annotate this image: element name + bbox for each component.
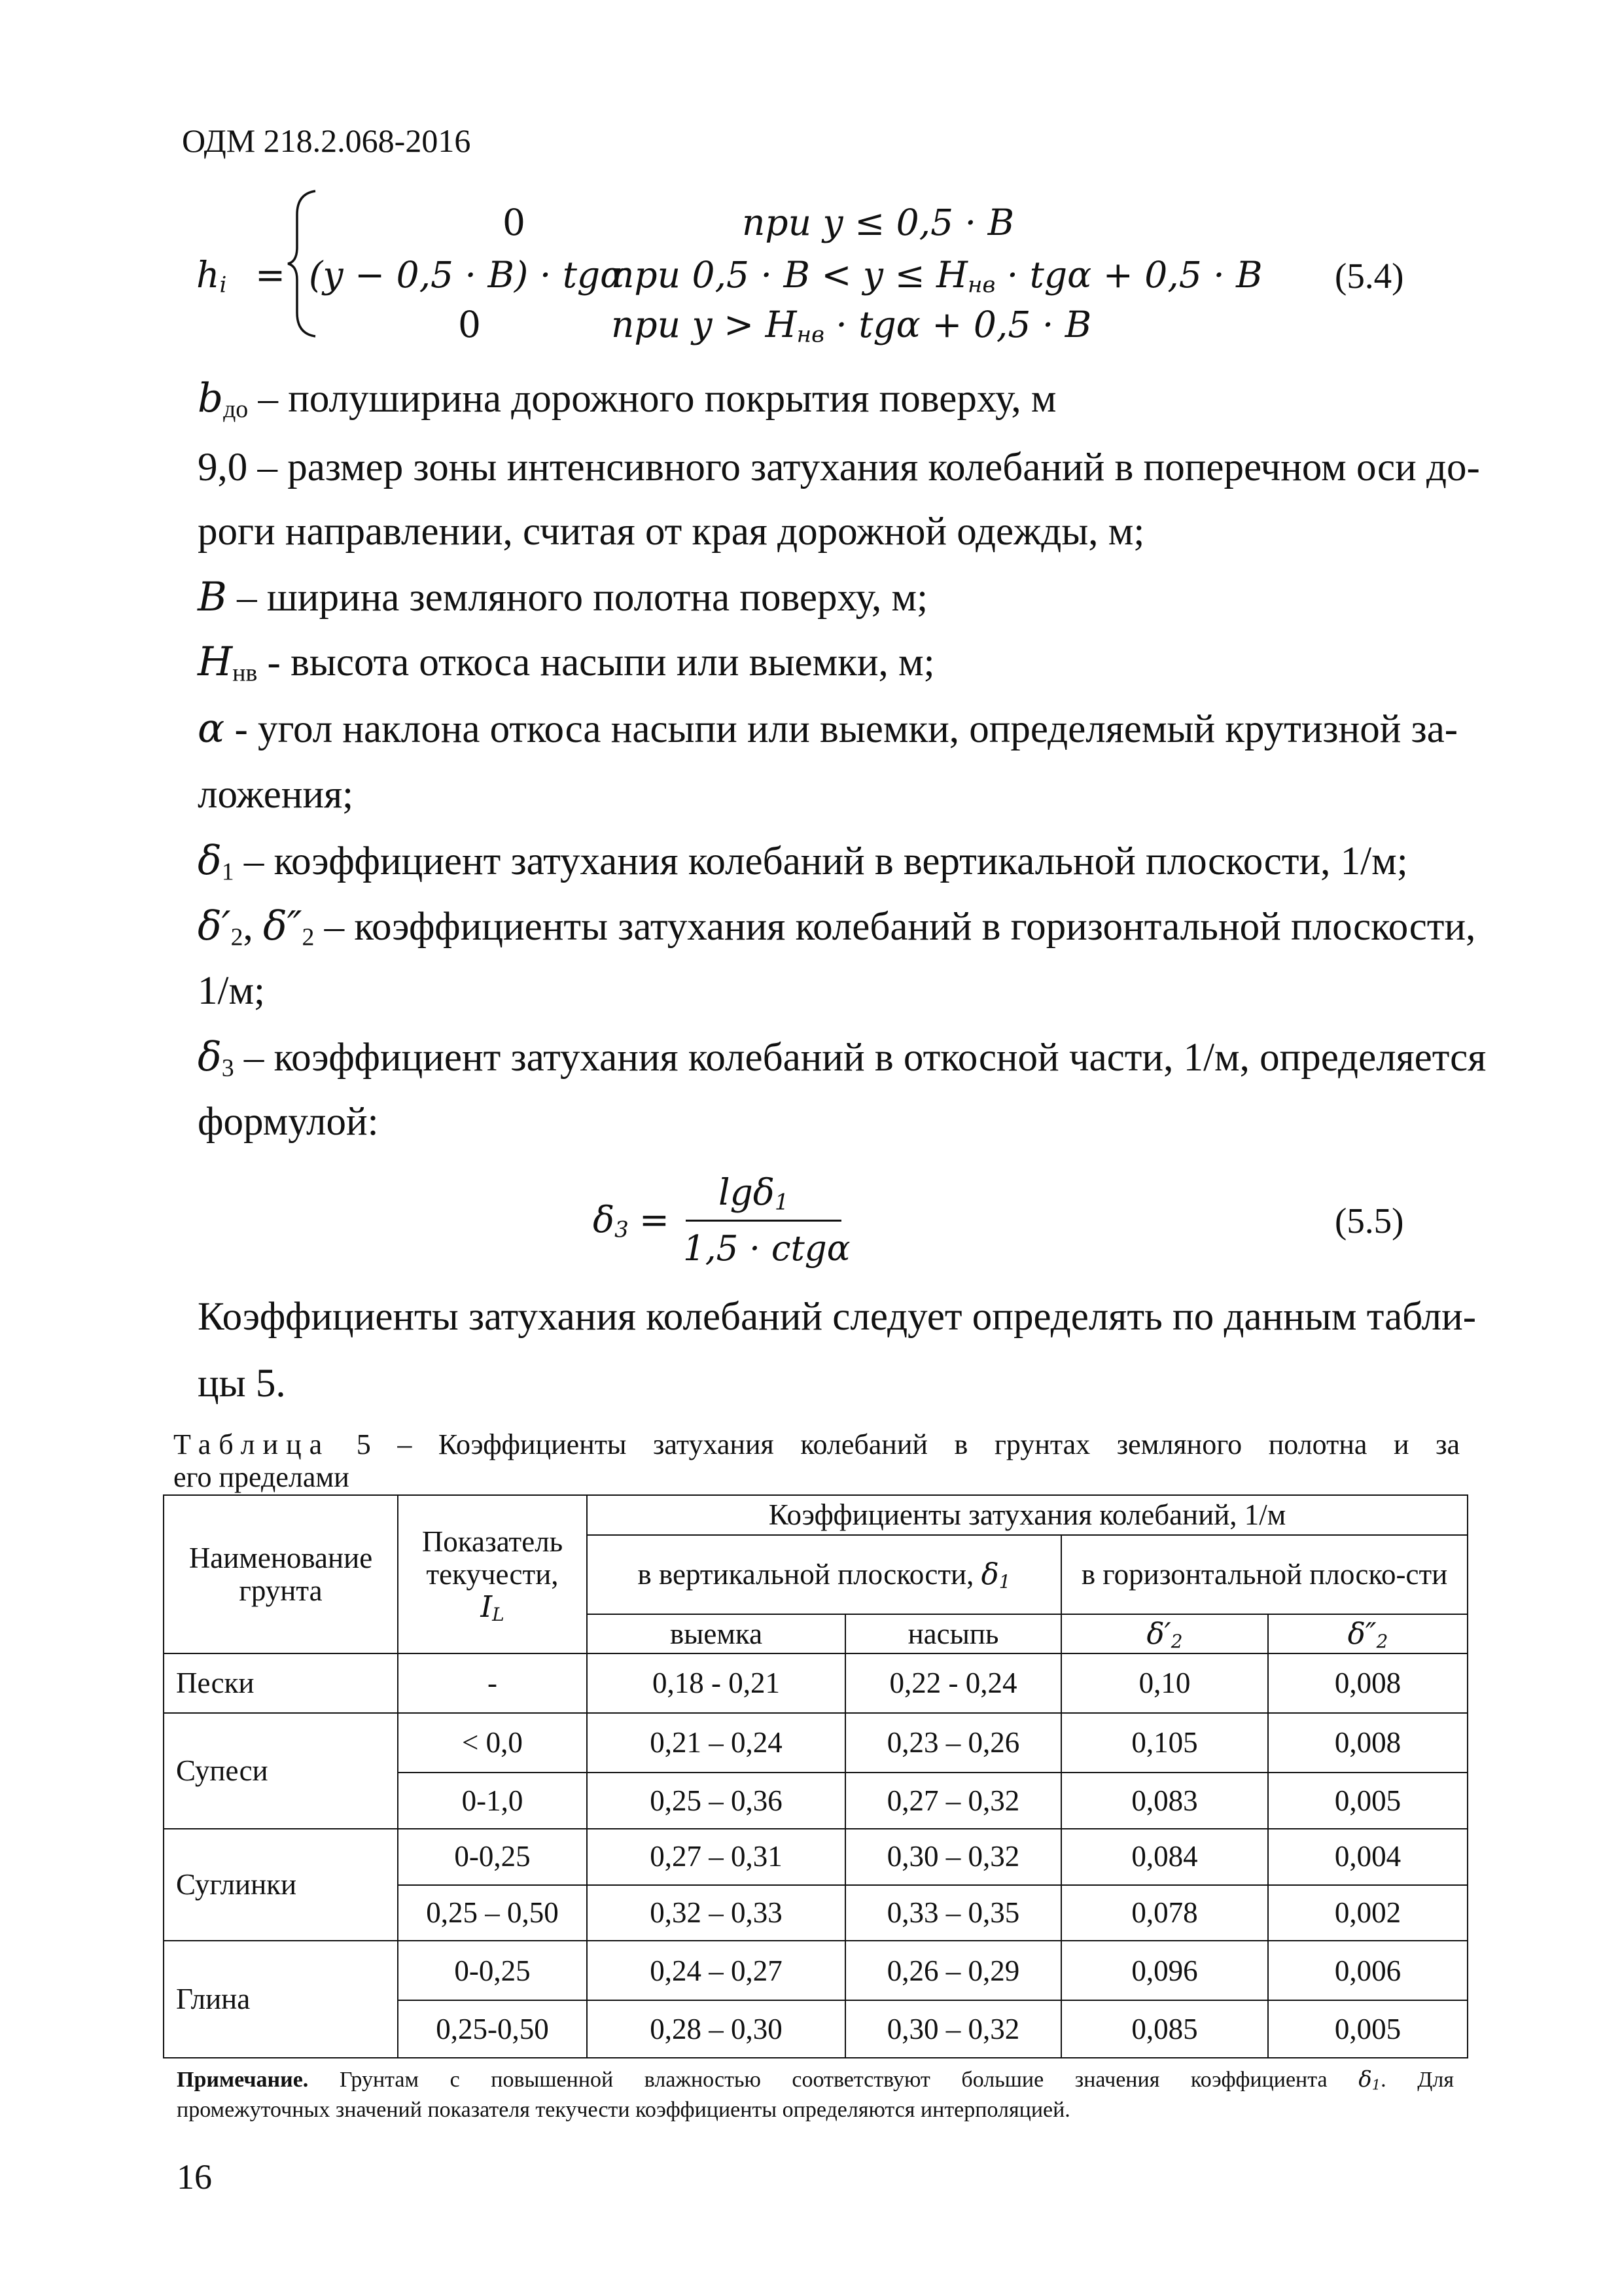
definition-B: B – ширина земляного полотна поверху, м; (198, 574, 928, 620)
formula-row2-value: (y − 0,5 · B) · tgα (309, 254, 625, 296)
cell-il: 0-0,25 (398, 1829, 587, 1885)
cell-fill: 0,26 – 0,29 (845, 1941, 1061, 2000)
table-row (164, 1941, 1468, 2000)
document-code: ОДМ 218.2.068-2016 (182, 122, 471, 159)
formula-number: (5.4) (1335, 256, 1404, 296)
cell-d2a: 0,096 (1061, 1941, 1268, 2000)
definition-delta2-line2: 1/м; (198, 969, 265, 1013)
table-caption-line2: его пределами (173, 1461, 349, 1493)
cell-d2b: 0,004 (1268, 1829, 1468, 1885)
cell-il: - (398, 1653, 587, 1713)
definition-delta3-line1: $\delta_3$ – коэффициент затухания колебаний в откосной части, 1/м, определяется (198, 1034, 1487, 1082)
formula-lhs: $h_i$ (196, 254, 227, 298)
header-index: Показатель текучести, $I_L$ (398, 1495, 587, 1653)
definition-H: $H_{нв}$ - высота откоса насыпи или выемки, м; (198, 639, 935, 687)
cell-fill: 0,27 – 0,32 (845, 1773, 1061, 1829)
cell-fill: 0,23 – 0,26 (845, 1713, 1061, 1773)
header-soil: Наименование грунта (164, 1495, 398, 1653)
cell-il: 0-1,0 (398, 1773, 587, 1829)
cell-il: 0,25-0,50 (398, 2000, 587, 2058)
formula-5-5-number: (5.5) (1335, 1201, 1404, 1241)
cell-cut: 0,21 – 0,24 (587, 1713, 845, 1773)
definition-alpha-line2: ложения; (198, 773, 354, 817)
damping-coefficients-table (163, 1494, 1468, 2058)
soil-name: Супеси (164, 1713, 398, 1829)
cell-il: 0,25 – 0,50 (398, 1885, 587, 1941)
soil-name: Суглинки (164, 1829, 398, 1941)
definition-alpha-line1: α - угол наклона откоса насыпи или выемки, определяемый крутизной за- (198, 705, 1458, 752)
header-cut: выемка (587, 1614, 845, 1654)
formula-row3-value: 0 (458, 304, 481, 345)
cell-d2b: 0,005 (1268, 1773, 1468, 1829)
formula-row3-condition: при $y > H_{нв} \cdot tg\alpha + 0,5 \cdot B$ (611, 304, 1092, 348)
formula-5-5-lhs: $\delta_3$ = (593, 1199, 669, 1243)
header-horizontal: в горизонтальной плоско-сти (1061, 1535, 1468, 1614)
header-delta2-double-prime: $\delta''_2$ (1268, 1614, 1468, 1654)
cell-d2a: 0,084 (1061, 1829, 1268, 1885)
cell-cut: 0,27 – 0,31 (587, 1829, 845, 1885)
cell-d2a: 0,10 (1061, 1653, 1268, 1713)
formula-5-5-denominator: 1,5 · ctgα (683, 1229, 851, 1269)
formula-5-4 (196, 196, 1479, 353)
cell-d2b: 0,005 (1268, 2000, 1468, 2058)
cell-d2b: 0,008 (1268, 1713, 1468, 1773)
cell-cut: 0,18 - 0,21 (587, 1653, 845, 1713)
cell-d2a: 0,105 (1061, 1713, 1268, 1773)
formula-row1-value: 0 (502, 202, 525, 243)
cell-fill: 0,30 – 0,32 (845, 2000, 1061, 2058)
table-caption-line1: Таблица 5 – Коэффициенты затухания колебаний в грунтах земляного полотна и за (173, 1428, 1460, 1460)
formula-row1-condition: при y ≤ 0,5 · B (742, 202, 1014, 243)
header-vertical: в вертикальной плоскости, $\delta_1$ (587, 1535, 1061, 1614)
cell-il: < 0,0 (398, 1713, 587, 1773)
cell-d2b: 0,006 (1268, 1941, 1468, 2000)
header-delta2-prime: $\delta'_2$ (1061, 1614, 1268, 1654)
definition-delta3-line2: формулой: (198, 1100, 379, 1144)
cell-d2b: 0,008 (1268, 1653, 1468, 1713)
definition-zone-line1: 9,0 – размер зоны интенсивного затухания колебаний в поперечном оси до- (198, 446, 1480, 489)
table-reference-line2: цы 5. (198, 1362, 286, 1405)
table-row (164, 1829, 1468, 1885)
definition-b-do: $b_{до}$ – полуширина дорожного покрытия поверху, м (198, 375, 1057, 423)
table-row (164, 1653, 1468, 1713)
cell-fill: 0,30 – 0,32 (845, 1829, 1061, 1885)
cell-fill: 0,22 - 0,24 (845, 1653, 1061, 1713)
fraction-line (686, 1220, 841, 1222)
formula-equals: = (255, 254, 286, 296)
cell-d2a: 0,083 (1061, 1773, 1268, 1829)
formula-5-5-numerator: lgδ$_1$ (718, 1171, 789, 1216)
table-reference-line1: Коэффициенты затухания колебаний следует определять по данным табли- (198, 1295, 1477, 1339)
definition-delta1: $\delta_1$ – коэффициент затухания колебаний в вертикальной плоскости, 1/м; (198, 838, 1408, 886)
cell-d2a: 0,085 (1061, 2000, 1268, 2058)
header-fill: насыпь (845, 1614, 1061, 1654)
header-coefficients: Коэффициенты затухания колебаний, 1/м (587, 1495, 1468, 1535)
page-number: 16 (177, 2157, 212, 2197)
cell-cut: 0,28 – 0,30 (587, 2000, 845, 2058)
cell-cut: 0,25 – 0,36 (587, 1773, 845, 1829)
cell-cut: 0,32 – 0,33 (587, 1885, 845, 1941)
cell-d2a: 0,078 (1061, 1885, 1268, 1941)
formula-row2-condition: при $0,5 \cdot B < y \le H_{нв} \cdot tg\alpha + 0,5 \cdot B$ (611, 254, 1263, 298)
cell-il: 0-0,25 (398, 1941, 587, 2000)
cell-fill: 0,33 – 0,35 (845, 1885, 1061, 1941)
table-note-line2: промежуточных значений показателя текучести коэффициенты определяются интерполяцией. (177, 2098, 1070, 2122)
soil-name: Пески (164, 1653, 398, 1713)
soil-name: Глина (164, 1941, 398, 2058)
cell-d2b: 0,002 (1268, 1885, 1468, 1941)
definition-delta2-line1: $\delta'_2$, $\delta''_2$ – коэффициенты затухания колебаний в горизонтальной плоскости, (198, 903, 1476, 951)
cell-cut: 0,24 – 0,27 (587, 1941, 845, 2000)
table-row (164, 1713, 1468, 1773)
definition-zone-line2: роги направлении, считая от края дорожной одежды, м; (198, 510, 1145, 554)
table-note-line1: Примечание. Грунтам с повышенной влажностью соответствуют большие значения коэффициента $\delta_1$. Для (177, 2066, 1454, 2093)
